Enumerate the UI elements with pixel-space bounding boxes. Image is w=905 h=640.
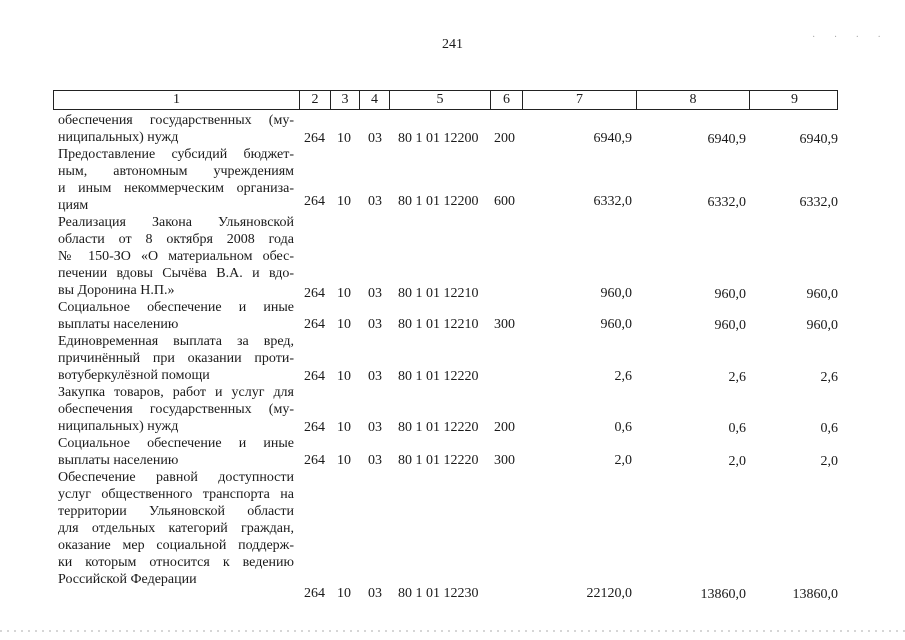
row-description — [58, 112, 294, 146]
description-line: Реализация Закона Ульяновской — [58, 215, 294, 230]
cell-c8: 960,0 — [714, 287, 746, 302]
description-line: причинённый при оказании проти- — [58, 351, 294, 366]
cell-c5: 80 1 01 12220 — [398, 369, 479, 384]
description-line: и иным некоммерческим организа- — [58, 181, 294, 196]
cell-c7: 2,6 — [614, 369, 632, 384]
description-line: ки которым относится к ведению — [58, 555, 294, 570]
cell-c3: 10 — [337, 286, 351, 301]
cell-c4: 03 — [368, 286, 382, 301]
table-header-row — [53, 90, 838, 110]
header-col-1: 1 — [173, 92, 180, 107]
cell-c8: 960,0 — [714, 318, 746, 333]
cell-c6: 300 — [494, 317, 515, 332]
cell-c9: 6940,9 — [799, 132, 838, 147]
cell-c2: 264 — [304, 317, 325, 332]
page-number: 241 — [442, 37, 463, 52]
cell-c8: 2,0 — [728, 454, 746, 469]
header-col-5: 5 — [389, 91, 490, 109]
row-description — [58, 384, 294, 435]
cell-c7: 2,0 — [614, 453, 632, 468]
cell-c4: 03 — [368, 586, 382, 601]
cell-c3: 10 — [337, 194, 351, 209]
cell-c2: 264 — [304, 420, 325, 435]
cell-c6: 600 — [494, 194, 515, 209]
cell-c6: 200 — [494, 131, 515, 146]
header-col-6: 6 — [490, 91, 522, 109]
header-col-8: 8 — [636, 91, 749, 109]
cell-c7: 0,6 — [614, 420, 632, 435]
description-line: Обеспечение равной доступности — [58, 470, 294, 485]
description-line: Социальное обеспечение и иные — [58, 436, 294, 451]
cell-c8: 6332,0 — [707, 195, 746, 210]
cell-c3: 10 — [337, 586, 351, 601]
cell-c7: 960,0 — [600, 317, 632, 332]
cell-c2: 264 — [304, 194, 325, 209]
header-col-4: 4 — [359, 91, 389, 109]
header-col-7: 7 — [522, 91, 636, 109]
cell-c9: 13860,0 — [792, 587, 838, 602]
cell-c2: 264 — [304, 131, 325, 146]
cell-c5: 80 1 01 12210 — [398, 286, 479, 301]
description-line: услуг общественного транспорта на — [58, 487, 294, 502]
description-line: ниципальных) нужд — [58, 130, 179, 145]
cell-c5: 80 1 01 12210 — [398, 317, 479, 332]
cell-c3: 10 — [337, 131, 351, 146]
scan-speck-dots: · · · · — [812, 32, 889, 43]
description-line: обеспечения государственных (му- — [58, 113, 294, 128]
cell-c6: 300 — [494, 453, 515, 468]
cell-c5: 80 1 01 12200 — [398, 131, 479, 146]
description-line: циям — [58, 198, 89, 213]
description-line: ниципальных) нужд — [58, 419, 179, 434]
cell-c2: 264 — [304, 369, 325, 384]
cell-c2: 264 — [304, 453, 325, 468]
scan-bottom-dots — [0, 630, 905, 632]
cell-c9: 2,0 — [820, 454, 838, 469]
cell-c2: 264 — [304, 286, 325, 301]
cell-c2: 264 — [304, 586, 325, 601]
header-col-9: 9 — [749, 91, 839, 109]
header-col-2: 2 — [299, 91, 330, 109]
description-line: Закупка товаров, работ и услуг для — [58, 385, 294, 400]
row-description — [58, 299, 294, 333]
cell-c7: 6332,0 — [593, 194, 632, 209]
cell-c4: 03 — [368, 131, 382, 146]
cell-c8: 2,6 — [728, 370, 746, 385]
cell-c9: 2,6 — [820, 370, 838, 385]
description-line: Единовременная выплата за вред, — [58, 334, 294, 349]
cell-c9: 0,6 — [820, 421, 838, 436]
description-line: Социальное обеспечение и иные — [58, 300, 294, 315]
cell-c7: 960,0 — [600, 286, 632, 301]
cell-c8: 0,6 — [728, 421, 746, 436]
description-line: выплаты населению — [58, 317, 179, 332]
cell-c7: 6940,9 — [593, 131, 632, 146]
description-line: печении вдовы Сычёва В.А. и вдо- — [58, 266, 294, 281]
cell-c7: 22120,0 — [586, 586, 632, 601]
cell-c6: 200 — [494, 420, 515, 435]
description-line: вотуберкулёзной помощи — [58, 368, 210, 383]
cell-c4: 03 — [368, 453, 382, 468]
description-line: для отдельных категорий граждан, — [58, 521, 294, 536]
description-line: обеспечения государственных (му- — [58, 402, 294, 417]
row-description — [58, 214, 294, 299]
cell-c4: 03 — [368, 194, 382, 209]
description-line: выплаты населению — [58, 453, 179, 468]
description-line: Предоставление субсидий бюджет- — [58, 147, 294, 162]
cell-c4: 03 — [368, 317, 382, 332]
cell-c3: 10 — [337, 317, 351, 332]
cell-c5: 80 1 01 12230 — [398, 586, 479, 601]
row-description — [58, 146, 294, 214]
description-line: ным, автономным учреждениям — [58, 164, 294, 179]
cell-c3: 10 — [337, 369, 351, 384]
row-description — [58, 469, 294, 588]
description-line: вы Доронина Н.П.» — [58, 283, 175, 298]
description-line: Российской Федерации — [58, 572, 197, 587]
cell-c5: 80 1 01 12220 — [398, 420, 479, 435]
row-description — [58, 435, 294, 469]
description-line: № 150-ЗО «О материальном обес- — [58, 249, 294, 264]
cell-c4: 03 — [368, 369, 382, 384]
description-line: области от 8 октября 2008 года — [58, 232, 294, 247]
cell-c9: 6332,0 — [799, 195, 838, 210]
description-line: оказание мер социальной поддерж- — [58, 538, 294, 553]
description-line: территории Ульяновской области — [58, 504, 294, 519]
cell-c8: 6940,9 — [707, 132, 746, 147]
cell-c3: 10 — [337, 453, 351, 468]
cell-c5: 80 1 01 12220 — [398, 453, 479, 468]
cell-c9: 960,0 — [806, 318, 838, 333]
cell-c3: 10 — [337, 420, 351, 435]
header-col-3: 3 — [330, 91, 359, 109]
cell-c4: 03 — [368, 420, 382, 435]
row-description — [58, 333, 294, 384]
cell-c9: 960,0 — [806, 287, 838, 302]
cell-c5: 80 1 01 12200 — [398, 194, 479, 209]
cell-c8: 13860,0 — [700, 587, 746, 602]
